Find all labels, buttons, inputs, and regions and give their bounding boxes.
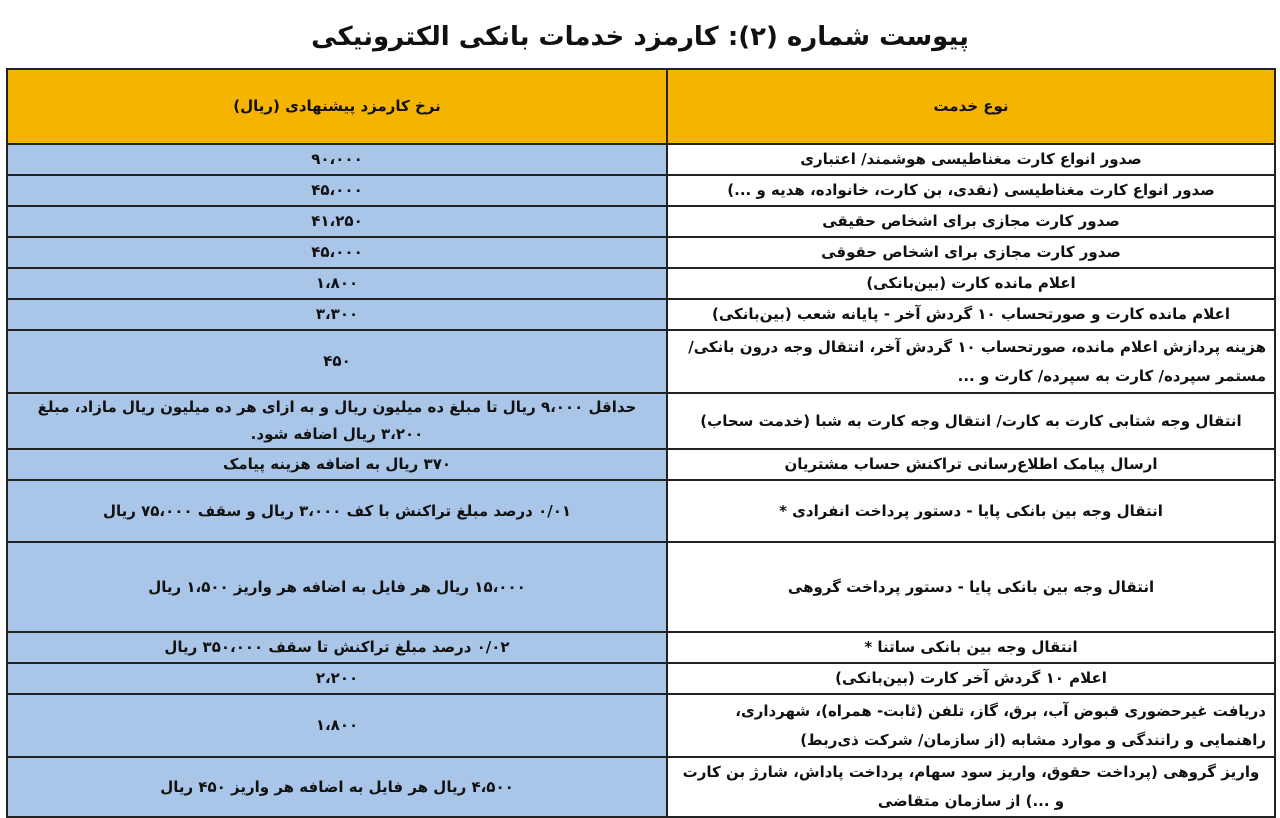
service-cell: هزینه پردازش اعلام مانده، صورتحساب ۱۰ گردش آخر، انتقال وجه درون بانکی/ مستمر سپرده/ کارت به سپرده/ کارت و ... (667, 330, 1275, 393)
fee-cell: ۱،۸۰۰ (7, 694, 667, 757)
service-cell: صدور انواع کارت مغناطیسی (نقدی، بن کارت، خانواده، هدیه و ...) (667, 175, 1275, 206)
table-row (7, 480, 1275, 542)
service-cell: ارسال پیامک اطلاع‌رسانی تراکنش حساب مشتریان (667, 449, 1275, 480)
fee-cell: ۴۵۰ (7, 330, 667, 393)
fee-cell: ۰/۰۱ درصد مبلغ تراکنش با کف ۳،۰۰۰ ریال و سقف ۷۵،۰۰۰ ریال (7, 480, 667, 542)
service-cell: انتقال وجه بین بانکی ساتنا * (667, 632, 1275, 663)
table-row (7, 694, 1275, 757)
table-header-row (7, 69, 1275, 144)
service-cell: اعلام مانده کارت و صورتحساب ۱۰ گردش آخر - پایانه شعب (بین‌بانکی) (667, 299, 1275, 330)
table-row (7, 330, 1275, 393)
fee-cell: ۴۵،۰۰۰ (7, 237, 667, 268)
table-row (7, 144, 1275, 175)
fee-cell: ۳،۳۰۰ (7, 299, 667, 330)
service-cell: صدور کارت مجازی برای اشخاص حقوقی (667, 237, 1275, 268)
service-cell: انتقال وجه شتابی کارت به کارت/ انتقال وجه کارت به شبا (خدمت سحاب) (667, 393, 1275, 449)
fee-cell: حداقل ۹،۰۰۰ ریال تا مبلغ ده میلیون ریال و به ازای هر ده میلیون ریال مازاد، مبلغ ۳،۲۰۰ ریال اضافه شود. (7, 393, 667, 449)
fee-cell: ۹۰،۰۰۰ (7, 144, 667, 175)
page-title: پیوست شماره (۲): کارمزد خدمات بانکی الکترونیکی (311, 22, 969, 52)
service-type-header: نوع خدمت (667, 69, 1275, 144)
fee-table (6, 68, 1276, 818)
fee-cell: ۴۱،۲۵۰ (7, 206, 667, 237)
table-row (7, 268, 1275, 299)
service-cell: دریافت غیرحضوری قبوض آب، برق، گاز، تلفن (ثابت- همراه)، شهرداری، راهنمایی و رانندگی و موارد مشابه (از سازمان/ شرکت ذی‌ربط) (667, 694, 1275, 757)
fee-cell: ۴،۵۰۰ ریال هر فایل به اضافه هر واریز ۴۵۰ ریال (7, 757, 667, 817)
service-cell: انتقال وجه بین بانکی پایا - دستور پرداخت گروهی (667, 542, 1275, 632)
fee-cell: ۱۵،۰۰۰ ریال هر فایل به اضافه هر واریز ۱،۵۰۰ ریال (7, 542, 667, 632)
service-cell: صدور انواع کارت مغناطیسی هوشمند/ اعتباری (667, 144, 1275, 175)
table-row (7, 206, 1275, 237)
fee-cell: ۲،۲۰۰ (7, 663, 667, 694)
table-row (7, 393, 1275, 449)
service-cell: اعلام ۱۰ گردش آخر کارت (بین‌بانکی) (667, 663, 1275, 694)
service-cell: صدور کارت مجازی برای اشخاص حقیقی (667, 206, 1275, 237)
service-cell: اعلام مانده کارت (بین‌بانکی) (667, 268, 1275, 299)
fee-cell: ۳۷۰ ریال به اضافه هزینه پیامک (7, 449, 667, 480)
fee-rate-header: نرخ کارمزد پیشنهادی (ریال) (7, 69, 667, 144)
table-row (7, 237, 1275, 268)
table-row (7, 175, 1275, 206)
table-row (7, 542, 1275, 632)
fee-cell: ۰/۰۲ درصد مبلغ تراکنش تا سقف ۳۵۰،۰۰۰ ریال (7, 632, 667, 663)
table-row (7, 632, 1275, 663)
table-row (7, 663, 1275, 694)
table-row (7, 449, 1275, 480)
fee-cell: ۴۵،۰۰۰ (7, 175, 667, 206)
table-row (7, 299, 1275, 330)
table-row (7, 757, 1275, 817)
fee-cell: ۱،۸۰۰ (7, 268, 667, 299)
service-cell: انتقال وجه بین بانکی پایا - دستور پرداخت انفرادی * (667, 480, 1275, 542)
service-cell: واریز گروهی (پرداخت حقوق، واریز سود سهام، پرداخت پاداش، شارژ بن کارت و ...) از سازمان متقاضی (667, 757, 1275, 817)
